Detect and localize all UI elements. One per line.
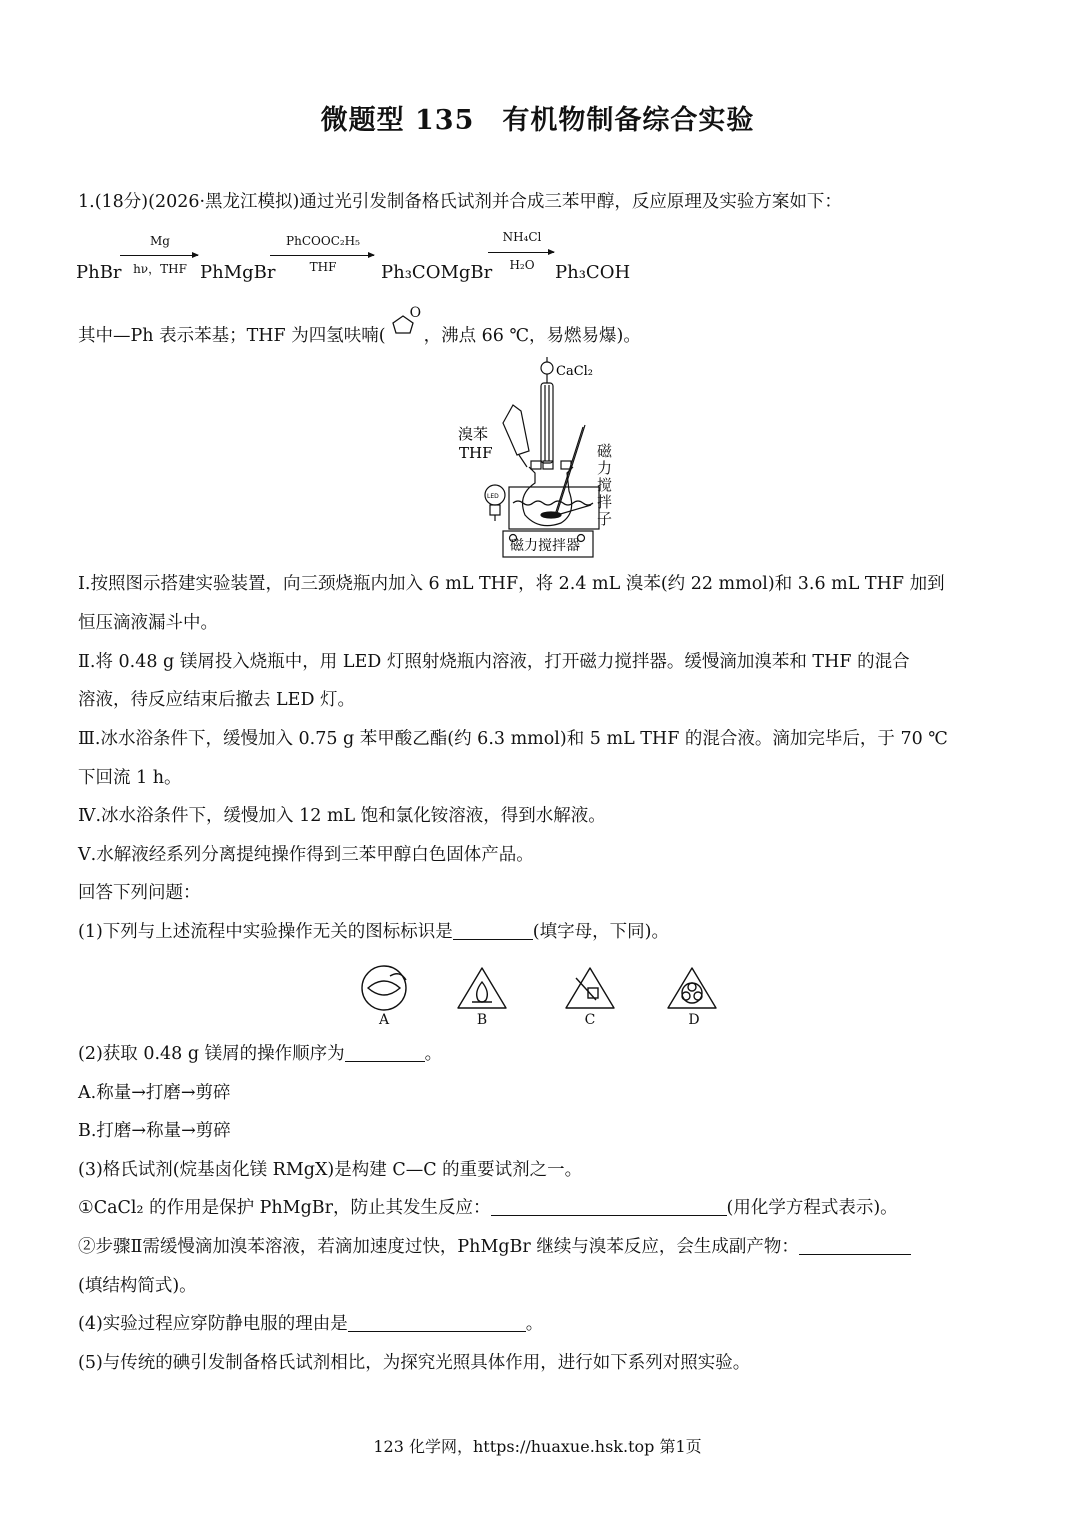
question-3: (3)格氏试剂(烷基卤化镁 RMgX)是构建 C—C 的重要试剂之一。 (78, 1160, 583, 1180)
thf-oxygen-label: O (409, 305, 422, 321)
led-label: LED (487, 493, 499, 500)
step-4: Ⅳ.冰水浴条件下，缓慢加入 12 mL 饱和氯化铵溶液，得到水解液。 (78, 806, 606, 826)
question-3-2 (78, 1235, 998, 1259)
icon-a-circle-icon (362, 966, 406, 1010)
answer-blank-4[interactable] (348, 1313, 526, 1332)
arrow3 (488, 252, 554, 253)
funnel-label-thf: THF (459, 444, 493, 462)
question-3-1-suffix: (用化学方程式表示)。 (726, 1198, 898, 1218)
option-b: B.打磨→称量→剪碎 (78, 1121, 231, 1141)
step-2-line-2: 溶液，待反应结束后撤去 LED 灯。 (78, 690, 356, 710)
icon-c-sharp-icon (566, 968, 614, 1008)
icon-label-b: B (476, 1012, 488, 1028)
question-1-text: (1)下列与上述流程中实验操作无关的图标标识是 (78, 922, 453, 942)
question-1 (78, 920, 998, 944)
question-intro: 1.(18分)(2026·黑龙江模拟)通过光引发制备格氏试剂并合成三苯甲醇，反应原理及实验方案如下： (78, 192, 842, 212)
icon-b-flame-icon (458, 968, 506, 1008)
cacl2-label: CaCl₂ (556, 364, 594, 379)
safety-icons (350, 962, 730, 1032)
step-3-line-1: Ⅲ.冰水浴条件下，缓慢加入 0.75 g 苯甲酸乙酯(约 6.3 mmol)和 5 mL THF 的混合液。滴加完毕后，于 70 ℃ (78, 729, 948, 749)
arrow2-reagent: PhCOOC₂H₅ (286, 234, 360, 248)
question-2 (78, 1042, 998, 1066)
arrow2-condition: THF (309, 260, 337, 274)
page-title: 微题型 135 有机物制备综合实验 (320, 105, 755, 136)
arrow1-condition: hν，THF (133, 262, 187, 276)
question-3-1-text: ①CaCl₂ 的作用是保护 PhMgBr，防止其发生反应： (78, 1198, 491, 1218)
question-2-text: (2)获取 0.48 g 镁屑的操作顺序为 (78, 1044, 345, 1064)
question-3-2-suffix: (填结构简式)。 (78, 1276, 197, 1296)
answer-prompt: 回答下列问题： (78, 883, 201, 903)
icon-label-a: A (378, 1012, 390, 1028)
answer-blank-3-1[interactable] (491, 1197, 727, 1216)
question-3-2-text: ②步骤Ⅱ需缓慢滴加溴苯溶液，若滴加速度过快，PhMgBr 继续与溴苯反应，会生成副产物： (78, 1237, 799, 1257)
apparatus-diagram (455, 355, 625, 560)
reactant-phbr: PhBr (76, 262, 122, 283)
answer-blank-1[interactable] (453, 921, 533, 940)
question-2-suffix: 。 (424, 1044, 443, 1064)
funnel-label-bromobenzene: 溴苯 (458, 425, 489, 443)
reaction-scheme (76, 228, 696, 288)
thf-note-post: ，沸点 66 ℃，易燃易爆)。 (423, 326, 641, 346)
safety-icon-row (350, 962, 730, 1012)
arrow2 (270, 255, 374, 256)
step-1-line-2: 恒压滴液漏斗中。 (78, 613, 218, 633)
page-footer: 123 化学网，https://huaxue.hsk.top 第1页 (373, 1437, 702, 1456)
question-4-suffix: 。 (525, 1314, 544, 1334)
question-1-suffix: (填字母，下同)。 (532, 922, 669, 942)
product-ph3comgbr: Ph₃COMgBr (381, 262, 493, 283)
icon-label-c: C (584, 1012, 596, 1028)
step-5: Ⅴ.水解液经系列分离提纯操作得到三苯甲醇白色固体产品。 (78, 845, 534, 865)
product-ph3coh: Ph₃COH (555, 262, 631, 283)
icon-label-d: D (688, 1012, 700, 1028)
step-2-line-1: Ⅱ.将 0.48 g 镁屑投入烧瓶中，用 LED 灯照射烧瓶内溶液，打开磁力搅拌器。缓慢滴加溴苯和 THF 的混合 (78, 652, 910, 672)
question-5: (5)与传统的碘引发制备格氏试剂相比，为探究光照具体作用，进行如下系列对照实验。 (78, 1353, 751, 1373)
question-4 (78, 1312, 998, 1336)
thf-note-pre: 其中—Ph 表示苯基；THF 为四氢呋喃( (78, 326, 386, 346)
answer-blank-2[interactable] (345, 1043, 425, 1062)
answer-blank-3-2[interactable] (799, 1236, 911, 1255)
product-phmgbr: PhMgBr (200, 262, 276, 283)
arrow3-condition: H₂O (509, 258, 535, 272)
arrow1 (120, 255, 198, 256)
question-4-text: (4)实验过程应穿防静电服的理由是 (78, 1314, 348, 1334)
thf-structure-icon (386, 305, 424, 347)
question-3-1 (78, 1196, 998, 1220)
arrow3-reagent: NH₄Cl (502, 230, 542, 244)
step-1-line-1: Ⅰ.按照图示搭建实验装置，向三颈烧瓶内加入 6 mL THF，将 2.4 mL 溴苯(约 22 mmol)和 3.6 mL THF 加到 (78, 574, 945, 594)
stir-bar-label: 磁力搅拌子 (597, 442, 613, 528)
thf-note (78, 305, 998, 348)
arrow1-reagent: Mg (150, 234, 170, 248)
option-a: A.称量→打磨→剪碎 (78, 1083, 231, 1103)
step-3-line-2: 下回流 1 h。 (78, 768, 182, 788)
magnetic-stirrer-label: 磁力搅拌器 (510, 538, 580, 554)
icon-d-fan-icon (668, 968, 716, 1008)
